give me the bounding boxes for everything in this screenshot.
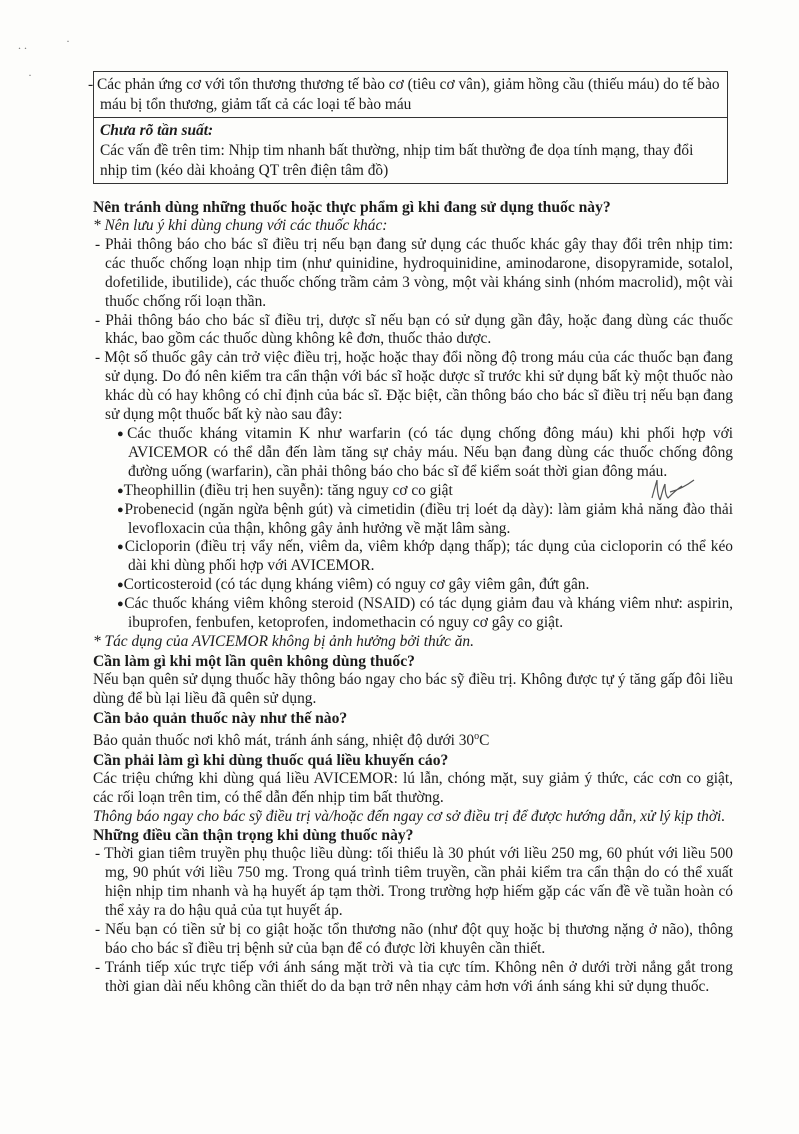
bullet-item: ●Cicloporin (điều trị vẩy nến, viêm da, viêm khớp dạng thấp); tác dụng của cicloporin có thể kéo dài khi dùng phối hợp với AVICEMOR. <box>117 538 733 575</box>
list-item: - Phải thông báo cho bác sĩ điều trị nếu bạn đang sử dụng các thuốc khác gây thay đổi trên nhịp tim: các thuốc chống loạn nhịp tim (như quinidine, hydroquinidine, aminodarone, disopyramide, sotalol, dofetilide, ibutilide), các thuốc chống trầm cảm 3 vòng, một vài kháng sinh (nhóm macrolid), một vài thuốc chống rối loạn thần. <box>95 235 733 310</box>
section-heading: Nên tránh dùng những thuốc hoặc thực phẩm gì khi đang sử dụng thuốc này? <box>93 199 611 216</box>
list-item: - Nếu bạn có tiền sử bị co giật hoặc tổn thương não (như đột quỵ hoặc bị thương nặng ở não), thông báo cho bác sĩ điều trị bệnh sử của bạn để có được lời khuyên cần thiết. <box>95 921 733 957</box>
list-item: - Một số thuốc gây cản trở việc điều trị, hoặc hoặc thay đổi nồng độ trong máu của các thuốc bạn đang sử dụng. Do đó nên kiểm tra cẩn thận với bác sĩ hoặc dược sĩ trước khi sử dụng bất kỳ một thuốc nào khác dù có hay không có chỉ định của bác sĩ. Đặc biệt, cần thông báo cho bác sĩ điều trị nếu bạn đang sử dụng một thuốc bất kỳ nào sau đây: <box>95 349 733 424</box>
bullet-item: ●Các thuốc kháng viêm không steroid (NSAID) có tác dụng giảm đau và kháng viêm như: aspirin, ibuprofen, fenbufen, ketoprofen, indomethacin có nguy cơ gây co giật. <box>117 595 733 632</box>
bullet-item: ●Corticosteroid (có tác dụng kháng viêm) có nguy cơ gây viêm gân, đứt gân. <box>117 576 590 594</box>
section-heading: Cần phải làm gì khi dùng thuốc quá liều khuyến cáo? <box>93 751 449 769</box>
section-heading: Cần làm gì khi một lần quên không dùng thuốc? <box>93 652 415 670</box>
bullet-item: ●Theophillin (điều trị hen suyễn): tăng nguy cơ co giật <box>117 481 453 499</box>
bullet-item: ●Các thuốc kháng vitamin K như warfarin (có tác dụng chống đông máu) khi phối hợp với AVICEMOR có thể dẫn đến làm tăng sự chảy máu. Nếu bạn đang dùng các thuốc chống đông đường uống (warfarin), cần phải thông báo cho bác sĩ để kiểm soát thời gian đông máu. <box>117 424 733 480</box>
frequency-text: Các vấn đề trên tim: Nhịp tim nhanh bất thường, nhịp tim bất thường đe dọa tính mạng, thay đổi nhịp tim (kéo dài khoảng QT trên điện tâm đồ) <box>100 142 694 179</box>
paragraph: Bảo quản thuốc nơi khô mát, tránh ánh sáng, nhiệt độ dưới 30$^o$C <box>93 730 490 749</box>
bullet-item: ●Probenecid (ngăn ngừa bệnh gút) và cimetidin (điều trị loét dạ dày): làm giảm khả năng đào thải levofloxacin của thận, không gây ảnh hưởng về mặt lâm sàng. <box>117 500 733 537</box>
table-row <box>94 118 727 183</box>
list-item: - Thời gian tiêm truyền phụ thuộc liều dùng: tối thiểu là 30 phút với liều 250 mg, 60 phút với liều 500 mg, 90 phút với liều 750 mg. Trong quá trình tiêm truyền, cần phải kiểm tra cẩn thận do có thể xuất hiện nhịp tim nhanh và hạ huyết áp tạm thời. Trong trường hợp hiếm gặp các vấn đề về tuần hoàn có thể xảy ra do hậu quả của tụt huyết áp. <box>95 845 733 920</box>
scan-speck: · <box>28 68 32 82</box>
side-effects-table <box>88 71 728 184</box>
paragraph: Nếu bạn quên sử dụng thuốc hãy thông báo ngay cho bác sỹ điều trị. Không được tự ý tăng gấp đôi liều dùng để bù lại liều đã quên sử dụng. <box>93 670 733 707</box>
list-item: - Phải thông báo cho bác sĩ điều trị, dược sĩ nếu bạn có sử dụng gần đây, hoặc đang dùng các thuốc khác, bao gồm các thuốc dùng không kê đơn, thuốc thảo dược. <box>95 311 733 348</box>
section-heading: Những điều cần thận trọng khi dùng thuốc này? <box>93 827 414 845</box>
list-item: - Tránh tiếp xúc trực tiếp với ánh sáng mặt trời và tia cực tím. Không nên ở dưới trời nắng gắt trong thời gian dài nếu không cần thiết do da bạn trở nên nhạy cảm hơn với ánh sáng khi sử dụng thuốc. <box>95 958 733 995</box>
section-heading: Cần bảo quản thuốc này như thế nào? <box>93 709 348 727</box>
table-row: - Các phản ứng cơ với tổn thương thương tế bào cơ (tiêu cơ vân), giảm hồng cầu (thiếu máu) do tế bào máu bị tổn thương, giảm tất cả các loại tế bào máu <box>94 72 727 118</box>
food-note: * Tác dụng của AVICEMOR không bị ảnh hưởng bởi thức ăn. <box>93 632 474 650</box>
section-note: * Nên lưu ý khi dùng chung với các thuốc khác: <box>93 217 388 234</box>
frequency-heading: Chưa rõ tần suất: <box>100 122 214 139</box>
document-page <box>88 71 733 997</box>
paragraph: Các triệu chứng khi dùng quá liều AVICEMOR: lú lẫn, chóng mặt, suy giảm ý thức, các cơn co giật, các rối loạn trên tim, có thể dẫn đến nhịp tim bất thường. <box>93 769 733 806</box>
scan-speck: · <box>66 34 70 48</box>
paragraph: Thông báo ngay cho bác sỹ điều trị và/hoặc đến ngay cơ sở điều trị để được hướng dẫn, xử lý kịp thời. <box>93 807 726 825</box>
scan-speck: . . <box>18 38 27 52</box>
